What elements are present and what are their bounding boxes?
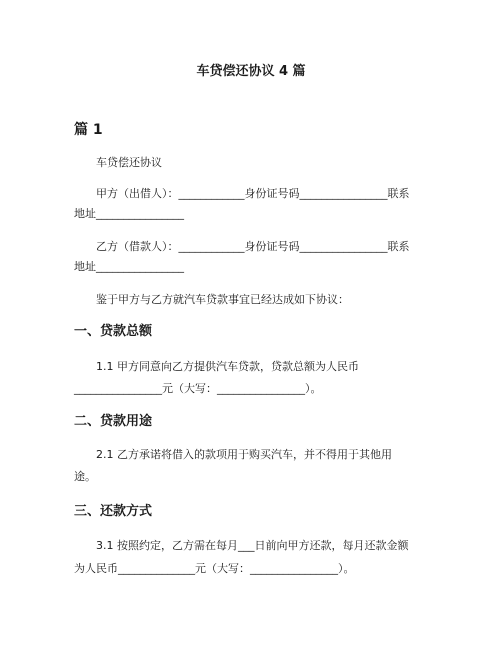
preamble-text: 鉴于甲方与乙方就汽车贷款事宜已经达成如下协议：	[96, 293, 349, 306]
document-title: 车贷偿还协议 4 篇	[196, 64, 306, 79]
section-2-line-1: 2.1 乙方承诺将借入的款项用于购买汽车，并不得用于其他用	[96, 448, 392, 461]
section-3-heading: 三、还款方式	[74, 504, 153, 519]
party-b-line-1: 乙方（借款人）：____________身份证号码________________联系	[96, 240, 410, 253]
section-3-line-2: 为人民币______________元（大写：________________）。	[74, 562, 355, 575]
section-3-line-1: 3.1 按照约定，乙方需在每月___日前向甲方还款，每月还款金额	[96, 539, 409, 552]
section-1-heading: 一、贷款总额	[74, 324, 153, 339]
section-2-heading: 二、贷款用途	[74, 414, 153, 429]
party-a-line-1: 甲方（出借人）：____________身份证号码________________联系	[96, 187, 410, 200]
party-b-line-2: 地址________________	[74, 260, 184, 273]
agreement-subtitle: 车贷偿还协议	[96, 156, 162, 169]
section-1-line-2: ________________元（大写：________________）。	[74, 382, 322, 395]
party-a-line-2: 地址________________	[74, 207, 184, 220]
chapter-heading: 篇 1	[74, 122, 103, 138]
section-1-line-1: 1.1 甲方同意向乙方提供汽车贷款，贷款总额为人民币	[96, 360, 359, 373]
section-2-line-2: 途。	[74, 470, 96, 483]
